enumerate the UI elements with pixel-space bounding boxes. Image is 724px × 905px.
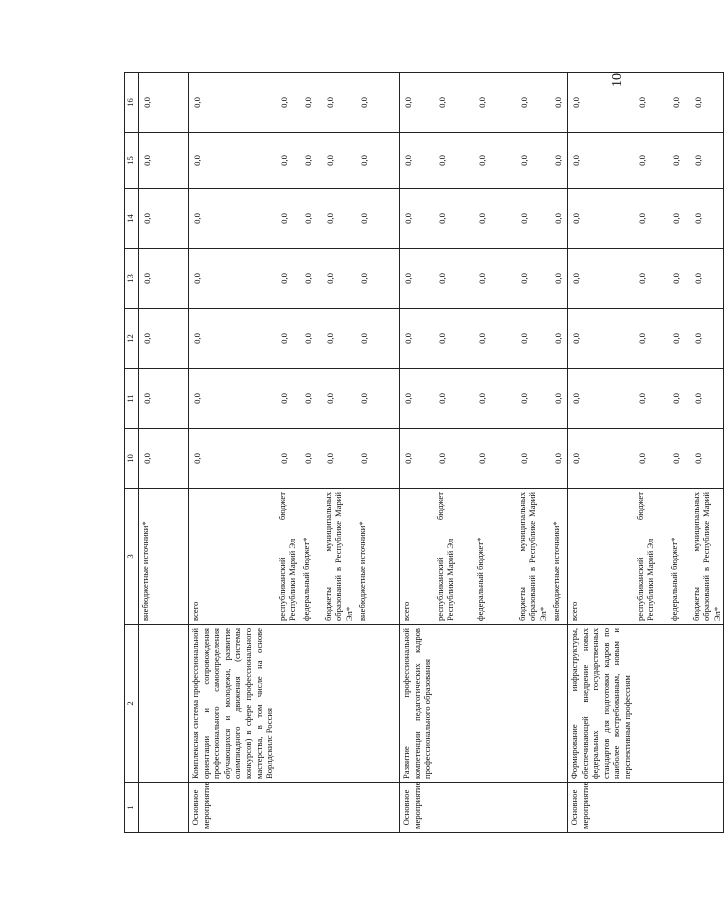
table-row [690,73,724,833]
value-cell: 0,0 [434,73,474,133]
event-name-cell: Формирование инфраструктуры, обеспечивающей внедрение новых федеральных государственных стандартов для подготовки кадров по наиболее востребованным, новым и перспективным профессиям [568,625,634,783]
value-cell: 0,0 [300,309,322,369]
value-cell: 0,0 [516,429,550,489]
value-cell: 0,0 [474,309,516,369]
budget-table-sheet [124,73,722,833]
value-cell: 0,0 [356,73,400,133]
value-cell: 0,0 [189,309,276,369]
table-row [400,73,434,833]
event-type-cell [634,783,668,833]
value-cell: 0,0 [276,189,300,249]
value-cell: 0,0 [322,369,356,429]
value-cell: 0,0 [690,189,724,249]
value-cell: 0,0 [356,189,400,249]
value-cell: 0,0 [516,189,550,249]
value-cell: 0,0 [568,429,634,489]
funding-source-cell: федеральный бюджет* [300,489,322,625]
value-cell: 0,0 [300,429,322,489]
value-cell: 0,0 [434,189,474,249]
value-cell: 0,0 [668,133,690,189]
table-row [550,73,568,833]
value-cell: 0,0 [300,73,322,133]
event-type-cell [356,783,400,833]
value-cell: 0,0 [356,309,400,369]
value-cell: 0,0 [139,249,189,309]
column-header: 13 [125,249,139,309]
value-cell: 0,0 [322,429,356,489]
value-cell: 0,0 [434,309,474,369]
value-cell: 0,0 [634,73,668,133]
value-cell: 0,0 [550,189,568,249]
value-cell: 0,0 [400,309,434,369]
value-cell: 0,0 [516,369,550,429]
value-cell: 0,0 [400,189,434,249]
column-header: 1 [125,783,139,833]
event-name-cell [300,625,322,783]
value-cell: 0,0 [690,309,724,369]
value-cell: 0,0 [139,73,189,133]
value-cell: 0,0 [634,429,668,489]
value-cell: 0,0 [276,429,300,489]
funding-source-cell: всего [400,489,434,625]
value-cell: 0,0 [690,249,724,309]
column-header: 15 [125,133,139,189]
value-cell: 0,0 [668,429,690,489]
value-cell: 0,0 [300,133,322,189]
table-row [322,73,356,833]
value-cell: 0,0 [139,369,189,429]
event-type-cell: Основное мероприятие [568,783,634,833]
value-cell: 0,0 [322,73,356,133]
funding-source-cell: республиканский бюджет Республики Марий Эл [276,489,300,625]
event-type-cell [276,783,300,833]
budget-table [124,72,724,833]
value-cell: 0,0 [568,73,634,133]
table-row [634,73,668,833]
value-cell: 0,0 [400,429,434,489]
event-name-cell: Комплексная система профессиональной ориентации и сопровождения профессионального самоопределения обучающихся и молодежи, развитие олимпиадного движения (системы конкурсов) в сфере профессионального мастерства, в том числе на основе Ворлдскилс Россия [189,625,276,783]
value-cell: 0,0 [668,369,690,429]
event-name-cell [356,625,400,783]
column-header: 10 [125,429,139,489]
value-cell: 0,0 [568,189,634,249]
event-type-cell [550,783,568,833]
value-cell: 0,0 [634,133,668,189]
event-type-cell [668,783,690,833]
value-cell: 0,0 [668,249,690,309]
column-header: 16 [125,73,139,133]
event-name-cell [690,625,724,783]
table-row [276,73,300,833]
value-cell: 0,0 [139,309,189,369]
table-row [474,73,516,833]
value-cell: 0,0 [400,73,434,133]
value-cell: 0,0 [550,369,568,429]
value-cell: 0,0 [139,429,189,489]
value-cell: 0,0 [322,189,356,249]
value-cell: 0,0 [189,189,276,249]
event-type-cell [300,783,322,833]
value-cell: 0,0 [276,369,300,429]
funding-source-cell: бюджеты муниципальных образований в Республике Марий Эл* [690,489,724,625]
value-cell: 0,0 [300,249,322,309]
table-row [300,73,322,833]
value-cell: 0,0 [434,429,474,489]
funding-source-cell: республиканский бюджет Республики Марий Эл [634,489,668,625]
event-type-cell [139,783,189,833]
value-cell: 0,0 [634,249,668,309]
event-name-cell [550,625,568,783]
value-cell: 0,0 [300,369,322,429]
value-cell: 0,0 [516,73,550,133]
value-cell: 0,0 [139,133,189,189]
column-header: 3 [125,489,139,625]
value-cell: 0,0 [634,189,668,249]
funding-source-cell: всего [568,489,634,625]
value-cell: 0,0 [276,309,300,369]
value-cell: 0,0 [634,309,668,369]
value-cell: 0,0 [322,309,356,369]
value-cell: 0,0 [690,429,724,489]
column-header: 14 [125,189,139,249]
value-cell: 0,0 [189,73,276,133]
value-cell: 0,0 [322,249,356,309]
value-cell: 0,0 [550,73,568,133]
value-cell: 0,0 [356,369,400,429]
event-name-cell [434,625,474,783]
value-cell: 0,0 [189,133,276,189]
funding-source-cell: республиканский бюджет Республики Марий Эл [434,489,474,625]
value-cell: 0,0 [668,189,690,249]
value-cell: 0,0 [474,369,516,429]
event-name-cell: Развитие профессиональной компетенции педагогических кадров профессионального образования [400,625,434,783]
value-cell: 0,0 [668,309,690,369]
event-name-cell [516,625,550,783]
column-header: 12 [125,309,139,369]
value-cell: 0,0 [300,189,322,249]
value-cell: 0,0 [276,133,300,189]
event-name-cell [276,625,300,783]
value-cell: 0,0 [276,249,300,309]
value-cell: 0,0 [189,429,276,489]
value-cell: 0,0 [400,249,434,309]
value-cell: 0,0 [550,309,568,369]
value-cell: 0,0 [568,249,634,309]
funding-source-cell: всего [189,489,276,625]
event-type-cell [322,783,356,833]
event-name-cell [322,625,356,783]
value-cell: 0,0 [434,133,474,189]
funding-source-cell: федеральный бюджет* [668,489,690,625]
event-type-cell [690,783,724,833]
event-type-cell [474,783,516,833]
value-cell: 0,0 [516,133,550,189]
value-cell: 0,0 [322,133,356,189]
table-row [668,73,690,833]
value-cell: 0,0 [474,189,516,249]
funding-source-cell: внебюджетные источники* [550,489,568,625]
value-cell: 0,0 [550,249,568,309]
value-cell: 0,0 [516,249,550,309]
value-cell: 0,0 [400,133,434,189]
header-row [125,73,139,833]
value-cell: 0,0 [356,429,400,489]
event-type-cell: Основное мероприятие [189,783,276,833]
event-name-cell [139,625,189,783]
value-cell: 0,0 [634,369,668,429]
value-cell: 0,0 [474,249,516,309]
value-cell: 0,0 [356,133,400,189]
value-cell: 0,0 [356,249,400,309]
event-type-cell: Основное мероприятие [400,783,434,833]
value-cell: 0,0 [690,369,724,429]
value-cell: 0,0 [690,73,724,133]
value-cell: 0,0 [189,369,276,429]
value-cell: 0,0 [434,249,474,309]
column-header: 2 [125,625,139,783]
value-cell: 0,0 [474,73,516,133]
table-row [356,73,400,833]
value-cell: 0,0 [434,369,474,429]
event-name-cell [474,625,516,783]
table-row [434,73,474,833]
value-cell: 0,0 [139,189,189,249]
event-type-cell [516,783,550,833]
value-cell: 0,0 [668,73,690,133]
value-cell: 0,0 [568,369,634,429]
value-cell: 0,0 [189,249,276,309]
event-name-cell [668,625,690,783]
table-row [568,73,634,833]
page-number: 10 [610,73,625,87]
value-cell: 0,0 [550,133,568,189]
table-row [139,73,189,833]
value-cell: 0,0 [690,133,724,189]
value-cell: 0,0 [276,73,300,133]
funding-source-cell: внебюджетные источники* [356,489,400,625]
value-cell: 0,0 [568,133,634,189]
value-cell: 0,0 [550,429,568,489]
value-cell: 0,0 [568,309,634,369]
value-cell: 0,0 [474,429,516,489]
funding-source-cell: федеральный бюджет* [474,489,516,625]
column-header: 11 [125,369,139,429]
event-name-cell [634,625,668,783]
table-row [189,73,276,833]
funding-source-cell: бюджеты муниципальных образований в Республике Марий Эл* [322,489,356,625]
table-row [516,73,550,833]
event-type-cell [434,783,474,833]
value-cell: 0,0 [400,369,434,429]
funding-source-cell: бюджеты муниципальных образований в Республике Марий Эл* [516,489,550,625]
value-cell: 0,0 [516,309,550,369]
value-cell: 0,0 [474,133,516,189]
funding-source-cell: внебюджетные источники* [139,489,189,625]
